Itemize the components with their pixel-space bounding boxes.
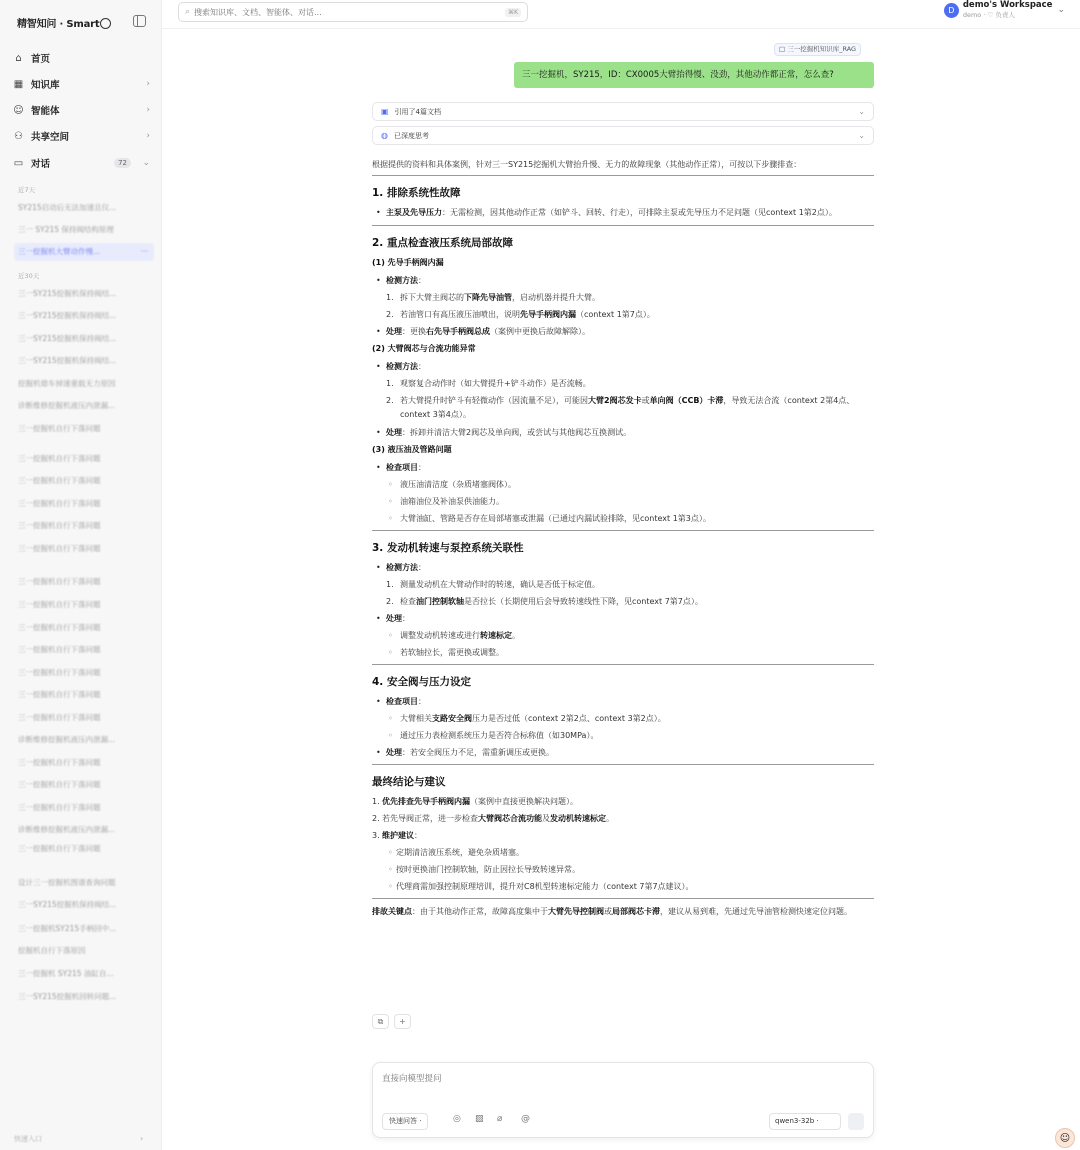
divider (372, 225, 874, 226)
sidebar-collapse-icon[interactable] (133, 15, 146, 27)
list-text: 观察复合动作时（如大臂提升+铲斗动作）是否流畅。 (400, 379, 591, 388)
list-text: 压力是否过低（context 2第2点、context 3第2点）。 (472, 714, 666, 723)
chevron-right-icon: › (140, 1134, 144, 1143)
chat-icon: ▭ (13, 157, 24, 169)
chat-history-item[interactable]: 三一挖掘机自行下落问题 (18, 424, 101, 433)
bold-text: 检测方法 (386, 362, 418, 371)
chat-history-item[interactable]: 挖掘机自行下落原因 (18, 946, 86, 955)
list-text: 若油管口有高压液压油喷出，说明 (400, 310, 520, 319)
list-text: ：拆卸并清洁大臂2阀芯及单向阀，或尝试与其他阀芯互换测试。 (402, 428, 632, 437)
document-icon: ▣ (381, 107, 389, 116)
chat-history-item[interactable]: 三一 SY215 保持阀结构原理 (18, 225, 114, 234)
list-item: 1. 拆下大臂主阀芯的下降先导油管，启动机器并提升大臂。 (386, 293, 600, 302)
list-item: ◦ 液压油清洁度（杂质堵塞阀体）。 (372, 476, 874, 493)
divider (372, 530, 874, 531)
chat-history-item[interactable]: 挖掘机熄车掉速重载无力原因 (18, 379, 116, 388)
bold-text: 发动机转速标定 (550, 814, 606, 823)
list-item: 1. 优先排查先导手柄阀内漏（案例中直接更换解决问题）。 (372, 797, 578, 806)
list-text: 检查 (400, 597, 416, 606)
list-item (372, 323, 874, 340)
bold-text: 检测方法 (386, 276, 418, 285)
chat-history-item[interactable]: 三一挖掘机自行下落问题 (18, 690, 101, 699)
chat-history-item[interactable]: 三一挖掘机自行下落问题 (18, 499, 101, 508)
list-text: 拆下大臂主阀芯的 (400, 293, 464, 302)
bold-text: 油门控制软轴 (416, 597, 464, 606)
list-item: • 检测方法： (372, 559, 874, 576)
deep-thinking-toggle[interactable] (372, 126, 874, 145)
bold-text: 维护建议 (382, 831, 414, 840)
chat-history-item-active[interactable] (14, 243, 154, 261)
global-search[interactable] (178, 2, 528, 22)
more-icon[interactable]: ··· (140, 247, 148, 256)
list-item: • 处理： (372, 610, 874, 627)
list-item (372, 627, 874, 644)
divider (372, 175, 874, 176)
nav-agents-label: 智能体 (31, 106, 60, 117)
chat-history-item-label: 三一挖掘机大臂动作慢... (18, 247, 101, 256)
workspace-avatar: D (944, 3, 959, 18)
list-item: 2. 若大臂提升时铲斗有轻微动作（因流量不足），可能因大臂2阀芯发卡或单向阀（CCB）卡滞，导致无法合流（context 2第4点、context 3第4点）。 (386, 396, 855, 419)
mention-icon[interactable]: @ (521, 1114, 530, 1124)
send-button[interactable] (848, 1113, 864, 1130)
list-item: 2. 检查油门控制软轴是否拉长（长期使用后会导致转速线性下降，见context 7第7点）。 (386, 597, 703, 606)
list-item (372, 744, 874, 761)
lightbulb-icon: ◍ (381, 131, 388, 140)
image-icon[interactable]: ▨ (475, 1114, 484, 1124)
list-text: 是否拉长（长期使用后会导致转速线性下降，见context 7第7点）。 (464, 597, 703, 606)
nav-kb-label: 知识库 (31, 80, 60, 91)
references-label: 引用了4篇文档 (394, 107, 442, 116)
bold-text: 支路安全阀 (432, 714, 472, 723)
chevron-down-icon: ⌄ (142, 158, 150, 168)
list-item: 1. 观察复合动作时（如大臂提升+铲斗动作）是否流畅。 (386, 379, 591, 388)
bold-text: 下降先导油管 (464, 293, 512, 302)
bold-text: 单向阀（CCB）卡滞 (649, 396, 724, 405)
bold-text: 检查项目 (386, 697, 418, 706)
chevron-right-icon: › (146, 131, 150, 141)
knowledge-base-tag[interactable]: □ 三一挖掘机知识库_RAG (774, 43, 861, 56)
composer (372, 1062, 874, 1138)
section-heading: 4. 安全阀与压力设定 (372, 676, 471, 688)
user-message: 三一挖掘机，SY215，ID：CX0005大臂抬得慢、没劲，其他动作都正常，怎么查? (514, 62, 874, 88)
chat-history-item[interactable]: 三一挖掘机自行下落问题 (18, 623, 101, 632)
bold-text: 大臂阀芯合流功能 (478, 814, 542, 823)
nav-shared-space[interactable] (8, 125, 156, 147)
divider (372, 764, 874, 765)
chat-history-item[interactable]: 三一挖掘机SY215手柄回中... (18, 924, 117, 933)
sub-heading: (1) 先导手柄阀内漏 (372, 258, 444, 267)
chat-history-item[interactable]: 三一SY215挖掘机保持阀结... (18, 356, 117, 365)
bold-text: 局部阀芯卡滞 (612, 907, 660, 916)
list-text: ：若安全阀压力不足，需重新调压或更换。 (402, 748, 554, 757)
section-heading: 3. 发动机转速与泵控系统关联性 (372, 542, 524, 554)
chat-history-item[interactable]: 三一SY215挖掘机保持阀结... (18, 289, 117, 298)
workspace-switcher[interactable] (944, 0, 1065, 20)
list-item: ◦ 定期清洁液压系统，避免杂质堵塞。 (372, 844, 874, 861)
quick-entry-link[interactable]: 快速入口 (14, 1135, 42, 1143)
nav-chats-label: 对话 (31, 159, 51, 170)
list-text: 或 (604, 907, 612, 916)
search-icon: ⌕ (185, 7, 191, 17)
chat-history-item[interactable]: 三一挖掘机自行下落问题 (18, 454, 101, 463)
chat-history-item[interactable]: 设计三一挖掘机图谱查询问题 (18, 878, 116, 887)
chat-history-item[interactable]: 三一挖掘机自行下落问题 (18, 600, 101, 609)
list-text: ：更换 (402, 327, 426, 336)
list-item: 2. 若油管口有高压液压油喷出，说明先导手柄阀内漏（context 1第7点）。 (386, 310, 655, 319)
bold-text: 先导手柄阀内漏 (520, 310, 576, 319)
list-item: • 检测方法： (372, 358, 874, 375)
list-item: • 检测方法： (372, 272, 874, 289)
chat-history-item[interactable]: 三一挖掘机自行下落问题 (18, 476, 101, 485)
bold-text: 大臂2阀芯发卡 (588, 396, 642, 405)
list-text: 测量发动机在大臂动作时的转速，确认是否低于标定值。 (400, 580, 600, 589)
topbar (162, 0, 1080, 29)
model-select[interactable]: qwen3-32b · (769, 1113, 841, 1130)
list-item: ◦ 通过压力表检测系统压力是否符合标称值（如30MPa）。 (372, 727, 874, 744)
list-text: （案例中更换后故障解除）。 (490, 327, 590, 336)
chat-history-item[interactable]: SY215启动后无法加速且仪... (18, 203, 117, 212)
list-text: 或 (641, 396, 650, 405)
list-text: ，导致无法合流（context 2第4点、context 3第4点）。 (400, 396, 855, 419)
list-item: ◦ 大臂油缸、管路是否存在局部堵塞或泄漏（已通过内漏试验排除，见context 1第3点）。 (372, 510, 874, 527)
key-point (372, 905, 874, 919)
list-text: ：由于其他动作正常，故障高度集中于 (412, 907, 548, 916)
thinking-label: 已深度思考 (393, 131, 429, 140)
bold-text: 处理 (386, 614, 402, 623)
list-text: （context 1第7点）。 (576, 310, 655, 319)
mode-select[interactable]: 快速问答 · (382, 1113, 428, 1130)
list-text: ：无需检测，因其他动作正常（如铲斗、回转、行走），可排除主泵或先导压力不足问题（见context 1第2点）。 (442, 208, 837, 217)
users-icon: ⚇ (14, 130, 23, 142)
home-icon: ⌂ (15, 52, 22, 64)
divider (372, 898, 874, 899)
list-text: 若大臂提升时铲斗有轻微动作（因流量不足），可能因 (400, 396, 588, 405)
chat-history-item[interactable]: 诊断维修挖掘机液压内泄漏... (18, 401, 116, 410)
chat-history-item[interactable]: 三一挖掘机自行下落问题 (18, 758, 101, 767)
references-toggle[interactable] (372, 102, 874, 121)
nav-chats[interactable] (8, 152, 156, 174)
bold-text: 排故关键点 (372, 907, 412, 916)
list-text: 大臂相关 (400, 714, 432, 723)
bold-text: 优先排查先导手柄阀内漏 (382, 797, 470, 806)
nav-shared-label: 共享空间 (31, 132, 70, 143)
bold-text: 右先导手柄阀总成 (426, 327, 490, 336)
chat-history-item[interactable]: 三一挖掘机自行下落问题 (18, 803, 101, 812)
list-item: • 检查项目： (372, 459, 874, 476)
bold-text: 处理 (386, 748, 402, 757)
bold-text: 检测方法 (386, 563, 418, 572)
chat-history-item[interactable]: 诊断维修挖掘机液压内泄漏... (18, 735, 116, 744)
list-text: ，启动机器并提升大臂。 (512, 293, 600, 302)
section-heading: 最终结论与建议 (372, 776, 446, 788)
list-item: 3. 维护建议： (372, 831, 422, 840)
list-item: ◦ 油箱油位及补油泵供油能力。 (372, 493, 874, 510)
section-heading: 2. 重点检查液压系统局部故障 (372, 237, 513, 249)
section-label-recent: 近7天 (18, 186, 36, 194)
bold-text: 主泵及先导压力 (386, 208, 442, 217)
logo-mark-icon (100, 18, 111, 29)
chat-history-item[interactable]: 三一SY215挖掘机回转问题... (18, 992, 117, 1001)
divider (372, 664, 874, 665)
bold-text: 处理 (386, 327, 402, 336)
list-item (372, 204, 874, 222)
chat-history-item[interactable]: 三一挖掘机自行下落问题 (18, 668, 101, 677)
chevron-down-icon: ⌄ (858, 107, 865, 116)
nav-knowledge-base[interactable] (8, 73, 156, 95)
book-icon: ▦ (13, 78, 24, 90)
chat-history-item[interactable]: 三一挖掘机自行下落问题 (18, 577, 101, 586)
list-text: 及 (542, 814, 550, 823)
chat-history-item[interactable]: 三一SY215挖掘机保持阀结... (18, 311, 117, 320)
list-item: 1. 测量发动机在大臂动作时的转速，确认是否低于标定值。 (386, 580, 600, 589)
chat-history-item[interactable]: 三一挖掘机自行下落问题 (18, 544, 101, 553)
assistant-answer (372, 158, 874, 919)
list-item: ◦ 代理商需加强控制原理培训，提升对C8机型转速标定能力（context 7第7点建议）。 (372, 878, 874, 895)
list-text: 调整发动机转速或进行 (400, 631, 480, 640)
prompt-input[interactable] (382, 1072, 862, 1092)
chat-history-item[interactable]: 三一挖掘机自行下落问题 (18, 780, 101, 789)
message-actions (372, 1014, 416, 1029)
bold-text: 大臂先导控制阀 (548, 907, 604, 916)
bold-text: 处理 (386, 428, 402, 437)
list-text: ，建议从易到难，先通过先导油管检测快速定位问题。 (660, 907, 852, 916)
list-item (372, 710, 874, 727)
chevron-down-icon: ⌄ (1057, 5, 1065, 15)
section-label-30days: 近30天 (18, 272, 40, 280)
attach-icon[interactable]: ⌀ (497, 1114, 503, 1124)
answer-intro: 根据提供的资料和具体案例，针对三一SY215挖掘机大臂抬升慢、无力的故障现象（其他动作正常），可按以下步骤排查： (372, 160, 802, 169)
search-shortcut: ⌘K (505, 8, 521, 17)
chat-history-item[interactable]: 三一挖掘机 SY215 油缸自... (18, 969, 114, 978)
list-item: • 检查项目： (372, 693, 874, 710)
sidebar (0, 0, 162, 1150)
list-text: 若先导阀正常，进一步检查 (382, 814, 478, 823)
assistant-avatar-icon[interactable]: ☺ (1055, 1128, 1075, 1148)
chat-history-item[interactable]: 三一挖掘机自行下落问题 (18, 844, 101, 853)
workspace-user: demo · ♡ 负责人 (962, 11, 1015, 19)
list-item: 2. 若先导阀正常，进一步检查大臂阀芯合流功能及发动机转速标定。 (372, 814, 614, 823)
sub-heading: (3) 液压油及管路问题 (372, 445, 452, 454)
robot-icon: ☺ (13, 104, 24, 116)
list-item: ◦ 若软轴拉长，需更换或调整。 (372, 644, 874, 661)
bold-text: 转速标定 (480, 631, 512, 640)
chevron-right-icon: › (146, 105, 150, 115)
nav-agents[interactable] (8, 99, 156, 121)
chat-history-item[interactable]: 三一SY215挖掘机保持阀结... (18, 900, 117, 909)
list-text: 。 (512, 631, 520, 640)
bold-text: 检查项目 (386, 463, 418, 472)
chevron-right-icon: › (146, 79, 150, 89)
chat-main (162, 30, 1080, 1150)
nav-home[interactable] (8, 47, 156, 69)
chat-history-item[interactable]: 诊断维修挖掘机液压内泄漏... (18, 825, 116, 834)
list-item (372, 424, 874, 441)
chevron-down-icon: ⌄ (858, 131, 865, 140)
chat-history-item[interactable]: 三一挖掘机自行下落问题 (18, 521, 101, 530)
sub-heading: (2) 大臂阀芯与合流功能异常 (372, 344, 476, 353)
chat-count-badge: 72 (114, 158, 131, 168)
workspace-name: demo's Workspace (962, 0, 1053, 10)
copy-icon[interactable]: ⧉ (372, 1014, 389, 1029)
app-logo[interactable]: 精智知问 · Smart (17, 15, 111, 30)
chat-history-item[interactable]: 三一SY215挖掘机保持阀结... (18, 334, 117, 343)
add-icon[interactable]: + (394, 1014, 411, 1029)
section-heading: 1. 排除系统性故障 (372, 187, 461, 199)
list-text: 。 (606, 814, 614, 823)
list-text: （案例中直接更换解决问题）。 (470, 797, 578, 806)
chat-history-item[interactable]: 三一挖掘机自行下落问题 (18, 713, 101, 722)
search-input[interactable] (194, 8, 505, 17)
list-item: ◦ 按时更换油门控制软轴，防止因拉长导致转速异常。 (372, 861, 874, 878)
nav-home-label: 首页 (31, 54, 51, 65)
chat-history-item[interactable]: 三一挖掘机自行下落问题 (18, 645, 101, 654)
globe-icon[interactable]: ◎ (453, 1114, 461, 1124)
